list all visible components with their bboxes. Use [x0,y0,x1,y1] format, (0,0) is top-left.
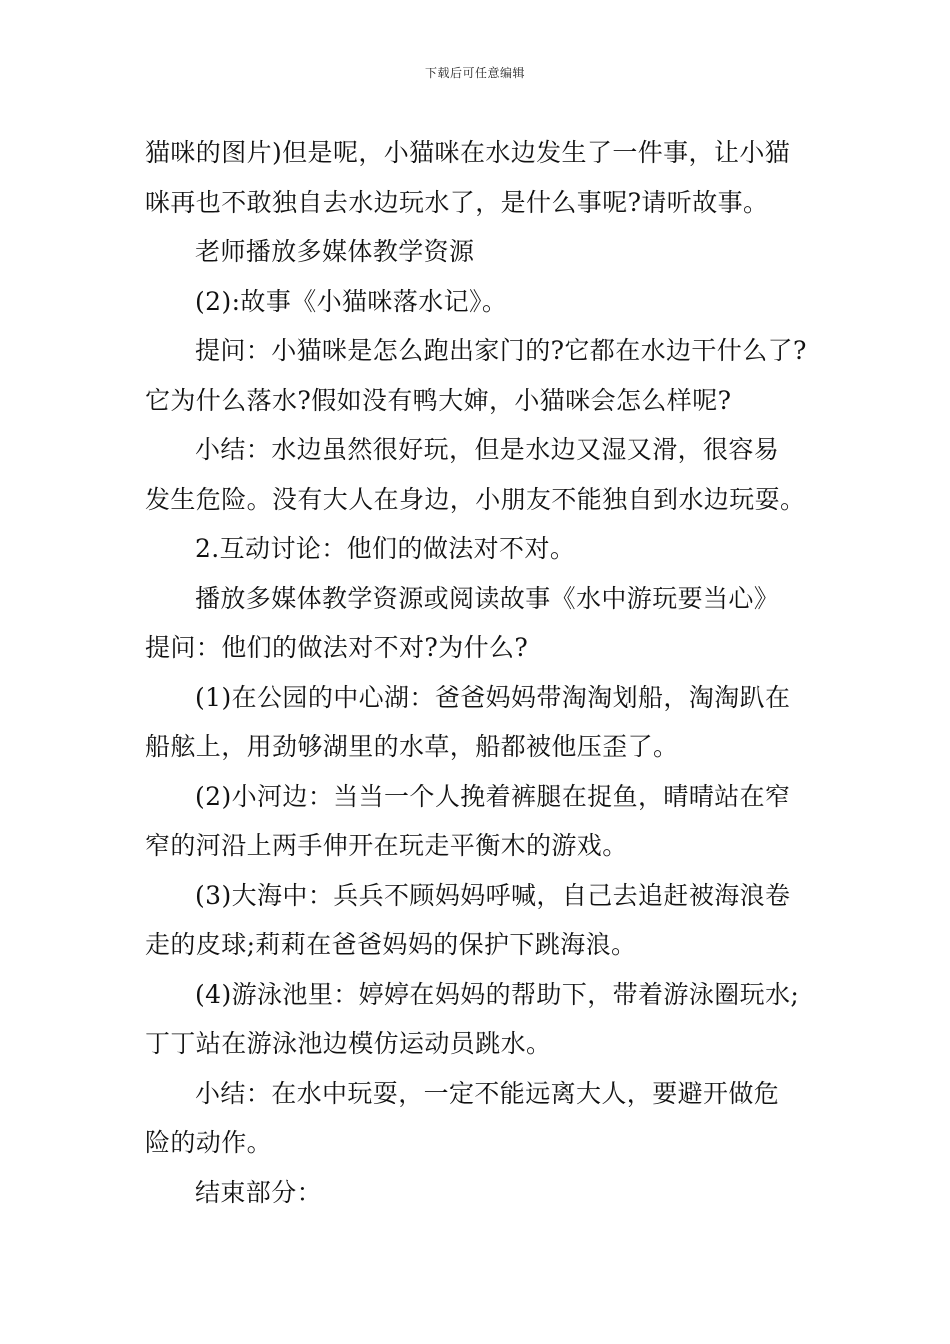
text-line: 小结：水边虽然很好玩，但是水边又湿又滑，很容易 [195,435,780,464]
text-line: (4)游泳池里：婷婷在妈妈的帮助下，带着游泳圈玩水; [195,979,800,1009]
text-line: 播放多媒体教学资源或阅读故事《水中游玩要当心》 [195,583,780,613]
text-line: 提问：小猫咪是怎么跑出家门的?它都在水边干什么了? [195,336,807,365]
text-line: 咪再也不敢独自去水边玩水了，是什么事呢?请听故事。 [145,187,769,217]
text-line: 走的皮球;莉莉在爸爸妈妈的保护下跳海浪。 [145,930,637,959]
text-line: 2.互动讨论：他们的做法对不对。 [195,534,576,563]
text-line: 船舷上，用劲够湖里的水草，船都被他压歪了。 [145,732,679,761]
text-line: 提问：他们的做法对不对?为什么? [145,633,529,662]
text-line: (2)小河边：当当一个人挽着裤腿在捉鱼，晴晴站在窄 [195,781,791,811]
page-header: 下载后可任意编辑 [424,66,525,80]
text-line: 险的动作。 [145,1128,273,1157]
text-line: 丁丁站在游泳池边模仿运动员跳水。 [145,1029,552,1058]
text-line: (1)在公园的中心湖：爸爸妈妈带淘淘划船，淘淘趴在 [195,682,791,712]
document-body [145,128,810,1217]
text-line: 小结：在水中玩耍，一定不能远离大人，要避开做危 [195,1078,780,1108]
text-line: (3)大海中：兵兵不顾妈妈呼喊，自己去追赶被海浪卷 [195,880,791,910]
text-line: 它为什么落水?假如没有鸭大婶，小猫咪会怎么样呢? [145,385,732,415]
text-line: 猫咪的图片)但是呢，小猫咪在水边发生了一件事，让小猫 [145,138,791,167]
text-line: 老师播放多媒体教学资源 [195,237,475,266]
text-line: (2):故事《小猫咪落水记》。 [195,286,508,316]
text-line: 发生危险。没有大人在身边，小朋友不能独自到水边玩耍。 [145,484,806,514]
text-line: 窄的河沿上两手伸开在玩走平衡木的游戏。 [145,831,628,860]
text-line: 结束部分： [195,1177,323,1207]
